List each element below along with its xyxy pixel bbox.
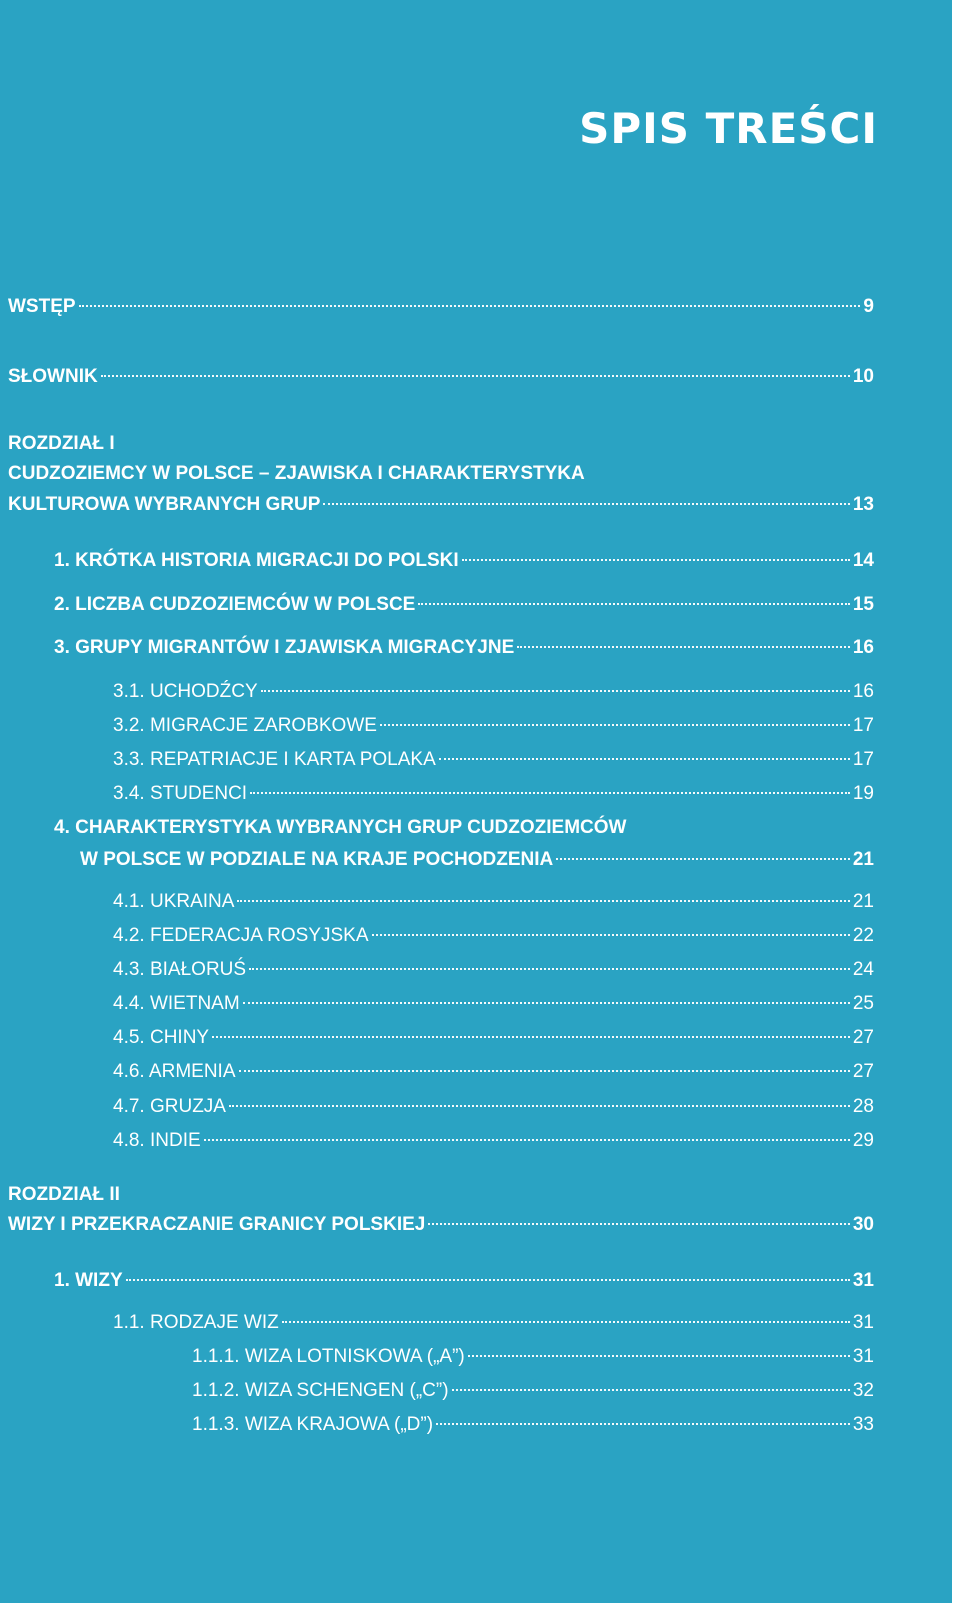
toc-entry-3-3[interactable] [113,749,874,771]
toc-entry-label: 4.1. UKRAINA [113,891,235,912]
toc-entry-wstep[interactable] [8,296,874,318]
toc-entry-page: 28 [852,1096,874,1117]
dot-leader [243,1002,850,1004]
dot-leader [418,603,850,605]
dot-leader [323,503,849,505]
toc-entry-page: 19 [852,783,874,804]
toc-entry-label: 3.2. MIGRACJE ZAROBKOWE [113,715,377,736]
toc-entry-label: 3.3. REPATRIACJE I KARTA POLAKA [113,749,436,770]
toc-entry-page: 17 [852,715,874,736]
toc-entry-label: 1.1.2. WIZA SCHENGEN („C”) [192,1380,449,1401]
toc-entry-1[interactable] [54,550,874,572]
toc-entry-4-1[interactable] [113,891,874,913]
toc-entry-page: 22 [852,925,874,946]
dot-leader [126,1279,850,1281]
dot-leader [229,1105,850,1107]
toc-entry-4-6[interactable] [113,1061,874,1083]
toc-entry-label: 1.1.1. WIZA LOTNISKOWA („A”) [192,1346,465,1367]
dot-leader [204,1139,850,1141]
toc-entry-3-4[interactable] [113,783,874,805]
toc-entry-ii-1-1-2[interactable] [192,1380,874,1402]
toc-entry-page: 21 [852,849,874,870]
toc-entry-label: 1. WIZY [54,1270,123,1291]
toc-entry-ii-1-1[interactable] [113,1312,874,1334]
toc-entry-label: 4.7. GRUZJA [113,1096,226,1117]
toc-entry-ii-1-1-1[interactable] [192,1346,874,1368]
dot-leader [380,724,850,726]
toc-entry-3-1[interactable] [113,681,874,703]
toc-entry-page: 9 [863,296,874,317]
dot-leader [556,858,850,860]
toc-entry-page: 25 [852,993,874,1014]
toc-entry-label: 4.3. BIAŁORUŚ [113,959,247,980]
toc-entry-page: 24 [852,959,874,980]
toc-entry-ii-1[interactable] [54,1270,874,1292]
toc-entry-page: 15 [852,594,874,615]
dot-leader [372,934,850,936]
toc-entry-label: 3. GRUPY MIGRANTÓW I ZJAWISKA MIGRACYJNE [54,637,515,658]
toc-entry-page: 32 [852,1380,874,1401]
dot-leader [79,305,861,307]
dot-leader [468,1355,850,1357]
toc-entry-label: WSTĘP [8,296,76,317]
toc-entry-label: WIZY I PRZEKRACZANIE GRANICY POLSKIEJ [8,1214,426,1235]
toc-entry-page: 31 [852,1312,874,1333]
toc-entry-chapter-2[interactable] [8,1214,874,1236]
toc-entry-4-5[interactable] [113,1027,874,1049]
toc-entry-label: W POLSCE W PODZIALE NA KRAJE POCHODZENIA [80,849,554,870]
dot-leader [237,900,849,902]
toc-entry-label: KULTUROWA WYBRANYCH GRUP [8,494,321,515]
toc-entry-page: 29 [852,1130,874,1151]
toc-entry-3-2[interactable] [113,715,874,737]
toc-entry-label: SŁOWNIK [8,366,98,387]
dot-leader [439,758,850,760]
dot-leader [428,1223,850,1225]
toc-entry-label: 4.2. FEDERACJA ROSYJSKA [113,925,369,946]
chapter-1-title-line1: CUDZOZIEMCY W POLSCE – ZJAWISKA I CHARAKTERYSTYKA [8,463,585,484]
toc-entry-label: 1.1.3. WIZA KRAJOWA („D”) [192,1414,434,1435]
toc-entry-4[interactable] [80,849,874,871]
toc-entry-4-7[interactable] [113,1096,874,1118]
page-title: SPIS TREŚCI [579,104,878,153]
dot-leader [462,559,850,561]
toc-entry-page: 21 [852,891,874,912]
toc-entry-page: 33 [852,1414,874,1435]
toc-entry-page: 30 [852,1214,874,1235]
toc-entry-page: 27 [852,1061,874,1082]
toc-entry-label: 2. LICZBA CUDZOZIEMCÓW W POLSCE [54,594,416,615]
dot-leader [452,1389,850,1391]
dot-leader [436,1423,850,1425]
page-edge-stripe [952,0,960,1603]
toc-entry-4-4[interactable] [113,993,874,1015]
dot-leader [101,375,850,377]
toc-entry-page: 17 [852,749,874,770]
toc-entry-page: 16 [852,681,874,702]
dot-leader [282,1321,850,1323]
toc-entry-4-8[interactable] [113,1130,874,1152]
toc-entry-page: 27 [852,1027,874,1048]
toc-entry-4-2[interactable] [113,925,874,947]
toc-entry-label: 4.4. WIETNAM [113,993,240,1014]
toc-entry-label: 1.1. RODZAJE WIZ [113,1312,279,1333]
toc-entry-label: 4.6. ARMENIA [113,1061,236,1082]
toc-entry-page: 14 [852,550,874,571]
toc-entry-4-line1: 4. CHARAKTERYSTYKA WYBRANYCH GRUP CUDZOZIEMCÓW [54,817,627,838]
toc-entry-label: 1. KRÓTKA HISTORIA MIGRACJI DO POLSKI [54,550,459,571]
toc-entry-page: 31 [852,1346,874,1367]
dot-leader [212,1036,850,1038]
dot-leader [517,646,850,648]
toc-entry-label: 3.4. STUDENCI [113,783,248,804]
chapter-1-label: ROZDZIAŁ I [8,433,115,454]
chapter-2-label: ROZDZIAŁ II [8,1184,120,1205]
toc-entry-page: 10 [852,366,874,387]
toc-entry-label: 4.8. INDIE [113,1130,201,1151]
toc-entry-4-3[interactable] [113,959,874,981]
toc-entry-3[interactable] [54,637,874,659]
toc-entry-2[interactable] [54,594,874,616]
toc-entry-label: 3.1. UCHODŹCY [113,681,258,702]
toc-entry-ii-1-1-3[interactable] [192,1414,874,1436]
toc-entry-chapter-1[interactable] [8,494,874,516]
toc-entry-label: 4.5. CHINY [113,1027,210,1048]
toc-entry-page: 13 [852,494,874,515]
dot-leader [261,690,850,692]
toc-entry-slownik[interactable] [8,366,874,388]
toc-entry-page: 31 [852,1270,874,1291]
toc-entry-page: 16 [852,637,874,658]
dot-leader [239,1070,850,1072]
dot-leader [250,792,850,794]
dot-leader [249,968,850,970]
